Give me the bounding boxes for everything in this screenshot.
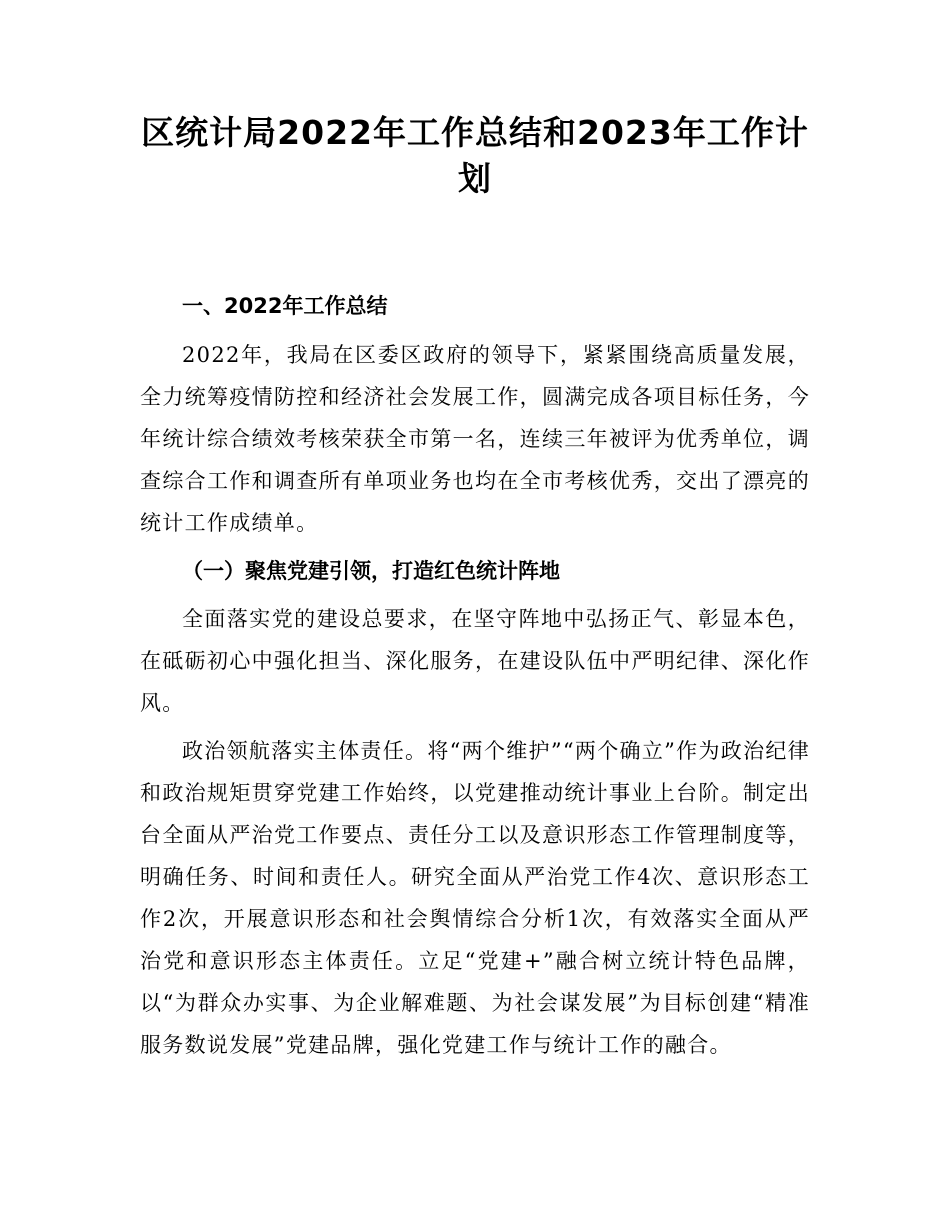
section-heading-work-summary: 一、2022年工作总结 xyxy=(182,294,388,318)
political-leadership-paragraph: 政治领航落实主体责任。将“两个维护”“两个确立”作为政治纪律和政治规矩贯穿党建工作始终，以党建推动统计事业上台阶。制定出台全面从严治党工作要点、责任分工以及意识形态工作管理制度等，明确任务、时间和责任人。研究全面从严治党工作4次、意识形态工作2次，开展意识形态和社会舆情综合分析1次，有效落实全面从严治党和意识形态主体责任。立足“党建+”融合树立统计特色品牌，以“为群众办实事、为企业解难题、为社会谋发展”为目标创建“精准服务数说发展”党建品牌，强化党建工作与统计工作的融合。 xyxy=(140,739,810,1057)
document-body xyxy=(140,284,810,1066)
party-building-intro-paragraph: 全面落实党的建设总要求，在坚守阵地中弘扬正气、彰显本色，在砥砺初心中强化担当、深化服务，在建设队伍中严明纪律、深化作风。 xyxy=(140,607,810,715)
document-title: 区统计局2022年工作总结和2023年工作计划 xyxy=(141,113,809,198)
subsection-heading-party-building: （一）聚焦党建引领，打造红色统计阵地 xyxy=(182,559,560,583)
summary-paragraph: 2022年，我局在区委区政府的领导下，紧紧围绕高质量发展，全力统筹疫情防控和经济社会发展工作，圆满完成各项目标任务，今年统计综合绩效考核荣获全市第一名，连续三年被评为优秀单位，调查综合工作和调查所有单项业务也均在全市考核优秀，交出了漂亮的统计工作成绩单。 xyxy=(140,343,810,535)
